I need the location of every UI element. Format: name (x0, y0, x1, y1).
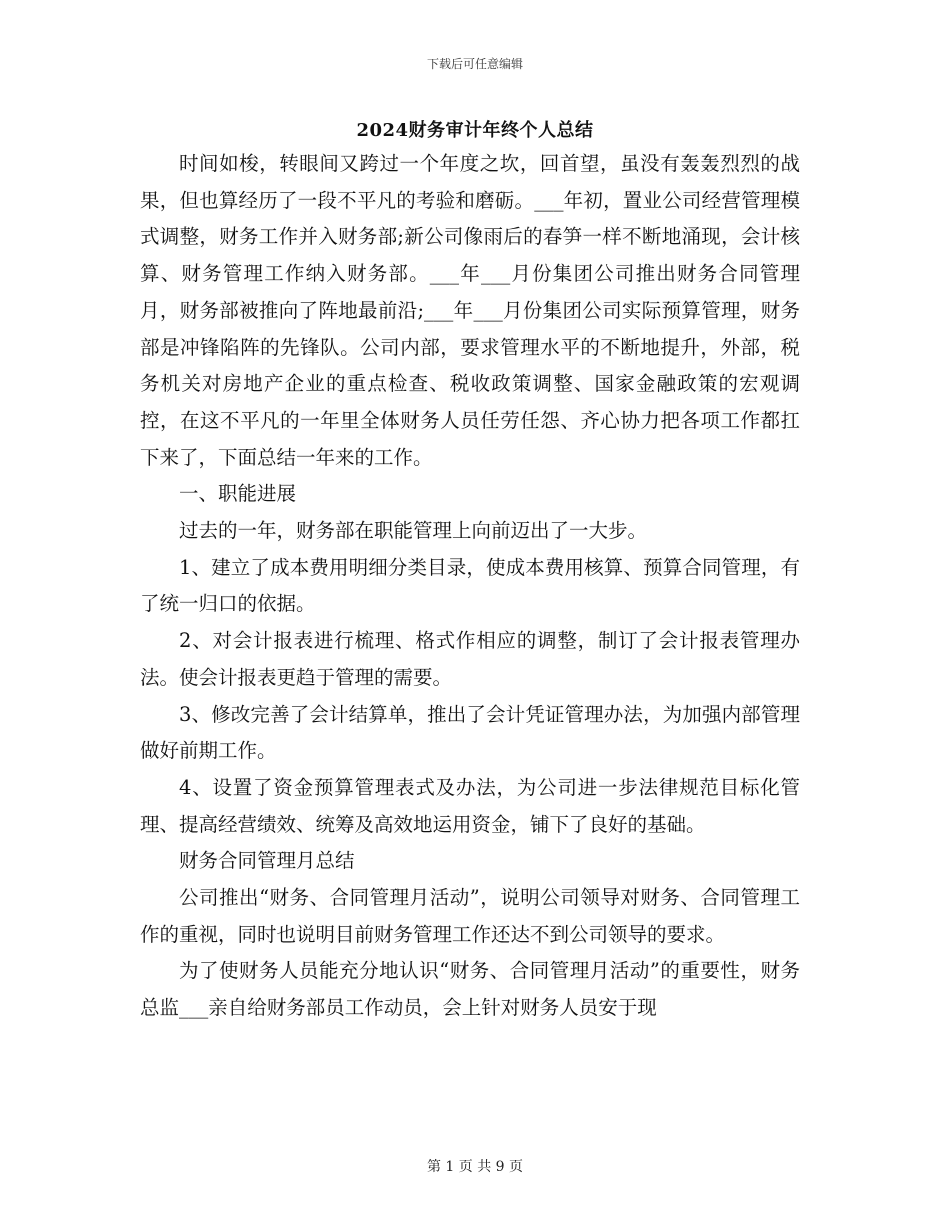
document-body (140, 146, 800, 1027)
list-item-4: 4、设置了资金预算管理表式及办法，为公司进一步法律规范目标化管理、提高经营绩效、统筹及高效地运用资金，铺下了良好的基础。 (140, 775, 800, 836)
section-heading-contract-month: 财务合同管理月总结 (179, 849, 355, 873)
paragraph-summary-line: 过去的一年，财务部在职能管理上向前迈出了一大步。 (179, 519, 648, 543)
paragraph-contract-month-2: 为了使财务人员能充分地认识“财务、合同管理月活动”的重要性，财务总监___亲自给财务部员工作动员，会上针对财务人员安于现 (140, 959, 800, 1020)
list-item-1: 1、建立了成本费用明细分类目录，使成本费用核算、预算合同管理，有了统一归口的依据。 (140, 555, 800, 616)
list-item-2: 2、对会计报表进行梳理、格式作相应的调整，制订了会计报表管理办法。使会计报表更趋于管理的需要。 (140, 629, 800, 689)
paragraph-intro: 时间如梭，转眼间又跨过一个年度之坎，回首望，虽没有轰轰烈烈的战果，但也算经历了一段不平凡的考验和磨砺。___年初，置业公司经营管理模式调整，财务工作并入财务部;新公司像雨后的春笋一样不断地涌现，会计核算、财务管理工作纳入财务部。___年___月份集团公司推出财务合同管理月，财务部被推向了阵地最前沿;___年___月份集团公司实际预算管理，财务部是冲锋陷阵的先锋队。公司内部，要求管理水平的不断地提升，外部，税务机关对房地产企业的重点检查、税收政策调整、国家金融政策的宏观调控，在这不平凡的一年里全体财务人员任劳任怨、齐心协力把各项工作都扛下来了，下面总结一年来的工作。 (140, 152, 800, 469)
paragraph-contract-month-1: 公司推出“财务、合同管理月活动”，说明公司领导对财务、合同管理工作的重视，同时也说明目前财务管理工作还达不到公司领导的要求。 (140, 886, 800, 946)
header-note: 下载后可任意编辑 (426, 57, 523, 71)
page-number: 第 1 页 共 9 页 (426, 1159, 524, 1175)
list-item-3: 3、修改完善了会计结算单，推出了会计凭证管理办法，为加强内部管理做好前期工作。 (140, 702, 800, 763)
section-heading-function-progress: 一、职能进展 (179, 482, 297, 506)
document-title: 2024财务审计年终个人总结 (356, 120, 594, 141)
